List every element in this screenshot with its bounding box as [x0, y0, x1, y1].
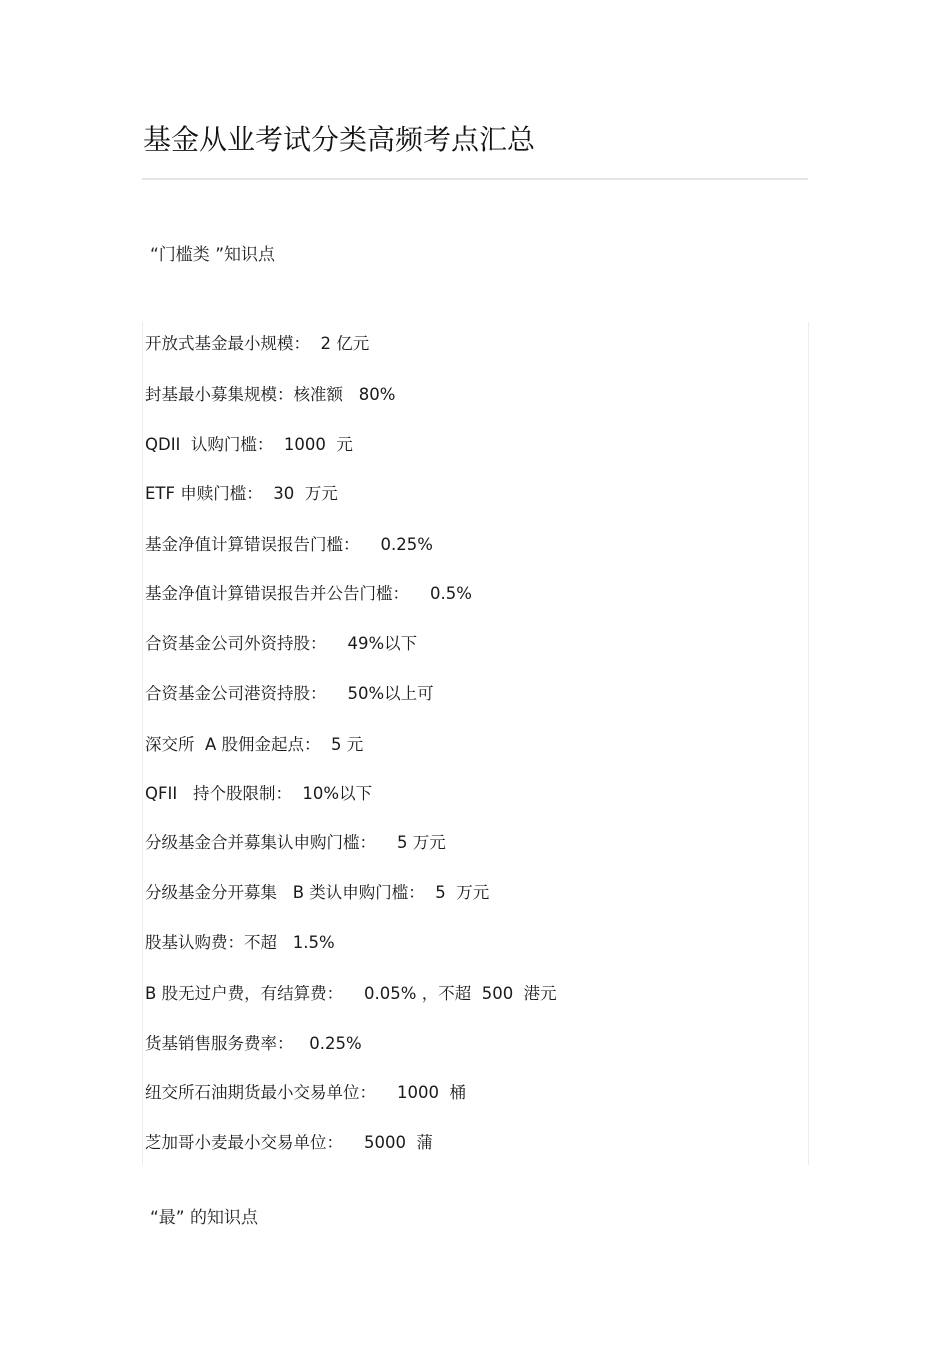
page-title: 基金从业考试分类高频考点汇总 [143, 123, 536, 156]
list-item: ETF 申赎门槛： 30 万元 [145, 484, 338, 503]
list-item: QFII 持个股限制： 10%以下 [145, 784, 373, 803]
list-item: 深交所 A 股佣金起点： 5 元 [145, 735, 364, 754]
list-item: 股基认购费：不超 1.5% [145, 933, 335, 952]
list-item: 合资基金公司外资持股： 49%以下 [145, 634, 418, 653]
section-heading-threshold: “门槛类 ”知识点 [150, 245, 276, 265]
list-item: 货基销售服务费率： 0.25% [145, 1034, 362, 1053]
list-item: 芝加哥小麦最小交易单位： 5000 蒲 [145, 1133, 433, 1152]
list-item: QDII 认购门槛： 1000 元 [145, 435, 353, 454]
list-item: 分级基金分开募集 B 类认申购门槛： 5 万元 [145, 883, 490, 902]
list-item: 封基最小募集规模：核准额 80% [145, 385, 396, 404]
list-item: 基金净值计算错误报告并公告门槛： 0.5% [145, 584, 472, 603]
list-item: 基金净值计算错误报告门槛： 0.25% [145, 535, 433, 554]
list-item: 开放式基金最小规模： 2 亿元 [145, 334, 370, 353]
list-item: 纽交所石油期货最小交易单位： 1000 桶 [145, 1083, 466, 1102]
title-divider [142, 178, 808, 180]
list-item: 分级基金合并募集认申购门槛： 5 万元 [145, 833, 446, 852]
section-heading-superlatives: “最” 的知识点 [150, 1208, 259, 1228]
list-item: B 股无过户费，有结算费： 0.05% ，不超 500 港元 [145, 984, 557, 1003]
threshold-list [142, 322, 809, 1165]
list-item: 合资基金公司港资持股： 50%以上可 [145, 684, 434, 703]
